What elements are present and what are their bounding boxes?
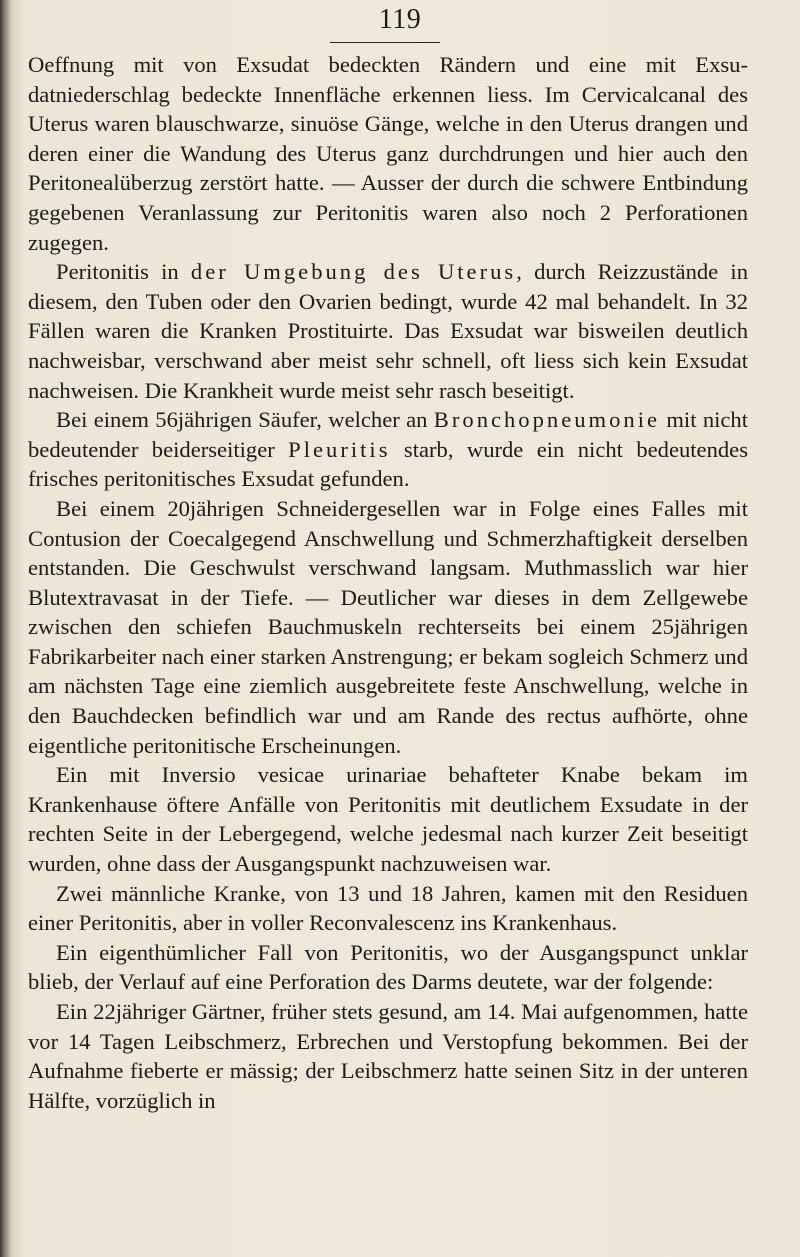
text-run: Ein 22jähriger Gärtner, früher stets gesund, am 14. Mai aufgenommen, hatte vor 14 Tagen Leibschmerz, Erbrechen und Verstopfung bekommen. Bei der Aufnahme fieberte er mässig; der Leibschmerz hatte seinen Sitz in der unteren Hälfte, vorzüglich in	[28, 999, 748, 1113]
spaced-term: der Umgebung des Uterus	[190, 259, 517, 285]
text-run: Bei einem 20jährigen Schneidergesellen war in Folge eines Falles mit Contusion der Coecalgegend Anschwellung und Schmerzhaftigkeit derselben entstanden. Die Geschwulst verschwand langsam. Muthmasslich war hier Blutextravasat in der Tiefe. — Deutlicher war dieses in dem Zellgewebe zwischen den schiefen Bauchmuskeln rechterseits bei einem 25jährigen Fabrikarbeiter nach einer starken Anstrengung; er bekam sogleich Schmerz und am nächsten Tage eine ziemlich ausgebreitete feste Anschwellung, welche in den Bauchdecken befindlich war und am Rande des rectus aufhörte, ohne eigentliche peritonitische Erscheinungen.	[28, 495, 748, 758]
text-run: Zwei männliche Kranke, von 13 und 18 Jahren, kamen mit den Residuen einer Peritonitis, aber in voller Reconvalescenz ins Krankenhaus.	[28, 880, 748, 936]
text-run: mit nicht bedeutender beiderseitiger	[28, 407, 748, 462]
text-run: Oeffnung mit von Exsudat bedeckten Rändern und eine mit Exsudatniederschlag bedeckte Innenfläche erkennen liess. Im Cervicalcanal des Uterus waren blauschwarze, sinuöse Gänge, welche in den Uterus drangen und deren einer die Wandung des Uterus ganz durchdrungen und hier auch den Peritonealüberzug zerstört hatte. — Ausser der durch die schwere Entbindung gegebenen Veranlassung zur Peritonitis waren also noch 2 Perforationen zugegen.	[28, 52, 748, 255]
paragraph	[28, 938, 748, 997]
text-run: , durch Reizzustände in diesem, den Tuben oder den Ovarien bedingt, wurde 42 mal behandelt. In 32 Fällen waren die Kranken Prostituirte. Das Exsudat war bisweilen deutlich nachweisbar, verschwand aber meist sehr schnell, oft liess sich kein Exsudat nachweisen. Die Krankheit wurde meist sehr rasch beseitigt.	[28, 259, 748, 403]
text-run: Ein eigenthümlicher Fall von Peritonitis, wo der Ausgangspunct unklar blieb, der Verlauf auf eine Perforation des Darms deutete, war der folgende:	[28, 939, 748, 995]
body-text	[28, 50, 748, 1115]
spaced-term: Pleuritis	[288, 436, 391, 462]
paragraph	[28, 760, 748, 878]
paragraph	[28, 257, 748, 405]
paragraph	[28, 879, 748, 938]
paragraph	[28, 50, 748, 257]
paragraph	[28, 494, 748, 760]
paragraph	[28, 997, 748, 1115]
page-number-rule	[330, 42, 440, 43]
page-number: 119	[378, 4, 422, 35]
text-run: starb, wurde ein nicht bedeutendes frisches peritonitisches Exsudat gefunden.	[28, 436, 749, 492]
spaced-term: Bronchopneumonie	[433, 407, 660, 433]
paragraph	[28, 405, 748, 494]
text-run: Ein mit Inversio vesicae urinariae behafteter Knabe bekam im Krankenhause öftere Anfälle von Peritonitis mit deutlichem Exsudate in der rechten Seite in der Lebergegend, welche jedesmal nach kurzer Zeit beseitigt wurden, ohne dass der Ausgangspunkt nachzuweisen war.	[28, 762, 748, 877]
text-run: Bei einem 56jährigen Säufer, welcher an	[56, 407, 434, 433]
text-run: Peritonitis in	[56, 259, 191, 285]
